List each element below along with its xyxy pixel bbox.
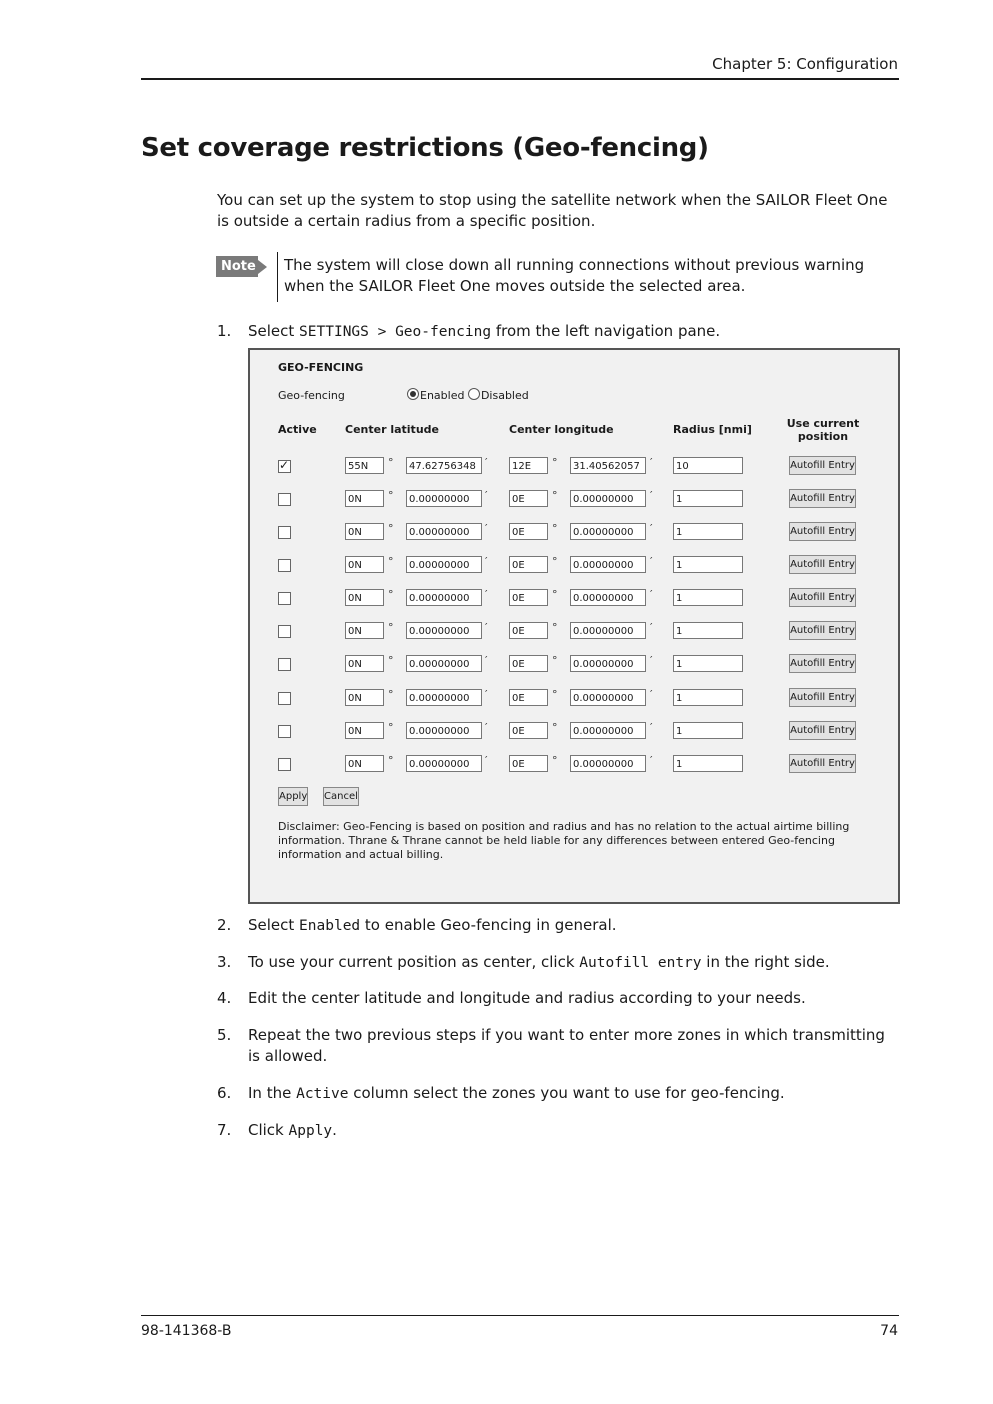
keyword: SETTINGS > Geo-fencing: [299, 324, 492, 340]
longitude-minutes-input[interactable]: 0.00000000: [570, 722, 646, 739]
enabled-radio[interactable]: [407, 388, 419, 400]
geo-fencing-radio-group: [407, 388, 529, 402]
apply-button[interactable]: Apply: [278, 787, 308, 806]
longitude-minutes-input[interactable]: 0.00000000: [570, 523, 646, 540]
longitude-degrees-input[interactable]: 0E: [509, 490, 548, 507]
column-header-radius: Radius [nmi]: [673, 423, 752, 436]
radius-input[interactable]: 1: [673, 523, 743, 540]
autofill-entry-button[interactable]: Autofill Entry: [789, 522, 856, 541]
chapter-header: Chapter 5: Configuration: [712, 55, 898, 73]
longitude-degrees-input[interactable]: 0E: [509, 523, 548, 540]
active-checkbox[interactable]: [278, 493, 291, 506]
longitude-minutes-input[interactable]: 0.00000000: [570, 689, 646, 706]
radius-input[interactable]: 1: [673, 490, 743, 507]
cancel-button[interactable]: Cancel: [323, 787, 359, 806]
minute-symbol: ′: [485, 688, 488, 701]
minute-symbol: ′: [650, 522, 653, 535]
step-number: 3.: [217, 953, 232, 971]
minute-symbol: ′: [650, 588, 653, 601]
active-checkbox[interactable]: [278, 758, 291, 771]
latitude-minutes-input[interactable]: 0.00000000: [406, 655, 482, 672]
active-checkbox[interactable]: [278, 658, 291, 671]
intro-paragraph: You can set up the system to stop using the satellite network when the SAILOR Fleet One is outside a certain radius from a specific position.: [217, 191, 888, 230]
minute-symbol: ′: [650, 489, 653, 502]
geo-fence-row: [0, 689, 993, 709]
minute-symbol: ′: [485, 588, 488, 601]
latitude-degrees-input[interactable]: 0N: [345, 490, 384, 507]
autofill-entry-button[interactable]: Autofill Entry: [789, 654, 856, 673]
autofill-entry-button[interactable]: Autofill Entry: [789, 688, 856, 707]
step-number: 7.: [217, 1121, 232, 1139]
active-checkbox[interactable]: [278, 460, 291, 473]
autofill-entry-button[interactable]: Autofill Entry: [789, 754, 856, 773]
geo-fencing-label: Geo-fencing: [278, 389, 345, 402]
longitude-minutes-input[interactable]: 31.40562057: [570, 457, 646, 474]
minute-symbol: ′: [650, 456, 653, 469]
longitude-degrees-input[interactable]: 0E: [509, 755, 548, 772]
minute-symbol: ′: [650, 721, 653, 734]
degree-symbol: °: [552, 555, 558, 568]
degree-symbol: °: [388, 456, 394, 469]
degree-symbol: °: [388, 489, 394, 502]
minute-symbol: ′: [650, 654, 653, 667]
longitude-minutes-input[interactable]: 0.00000000: [570, 556, 646, 573]
degree-symbol: °: [388, 555, 394, 568]
longitude-degrees-input[interactable]: 0E: [509, 689, 548, 706]
latitude-degrees-input[interactable]: 0N: [345, 655, 384, 672]
panel-title: GEO-FENCING: [278, 361, 364, 374]
degree-symbol: °: [388, 522, 394, 535]
degree-symbol: °: [552, 754, 558, 767]
column-header-center-longitude: Center longitude: [509, 423, 614, 436]
minute-symbol: ′: [650, 754, 653, 767]
note-arrow-icon: [258, 260, 267, 274]
minute-symbol: ′: [485, 555, 488, 568]
minute-symbol: ′: [485, 621, 488, 634]
latitude-degrees-input[interactable]: 55N: [345, 457, 384, 474]
latitude-degrees-input[interactable]: 0N: [345, 755, 384, 772]
longitude-degrees-input[interactable]: 0E: [509, 622, 548, 639]
longitude-minutes-input[interactable]: 0.00000000: [570, 490, 646, 507]
degree-symbol: °: [388, 654, 394, 667]
autofill-entry-button[interactable]: Autofill Entry: [789, 588, 856, 607]
autofill-entry-button[interactable]: Autofill Entry: [789, 555, 856, 574]
radius-input[interactable]: 1: [673, 556, 743, 573]
longitude-degrees-input[interactable]: 0E: [509, 722, 548, 739]
longitude-minutes-input[interactable]: 0.00000000: [570, 655, 646, 672]
step-number: 6.: [217, 1084, 232, 1102]
active-checkbox[interactable]: [278, 692, 291, 705]
latitude-minutes-input[interactable]: 0.00000000: [406, 523, 482, 540]
autofill-entry-button[interactable]: Autofill Entry: [789, 489, 856, 508]
section-title: Set coverage restrictions (Geo-fencing): [141, 133, 709, 163]
active-checkbox[interactable]: [278, 625, 291, 638]
latitude-minutes-input[interactable]: 0.00000000: [406, 722, 482, 739]
latitude-minutes-input[interactable]: 0.00000000: [406, 689, 482, 706]
degree-symbol: °: [552, 588, 558, 601]
column-header-center-latitude: Center latitude: [345, 423, 439, 436]
degree-symbol: °: [388, 621, 394, 634]
minute-symbol: ′: [650, 621, 653, 634]
degree-symbol: °: [552, 721, 558, 734]
geo-fence-row: [0, 523, 993, 543]
keyword: Autofill entry: [579, 955, 702, 971]
latitude-minutes-input[interactable]: 0.00000000: [406, 622, 482, 639]
longitude-minutes-input[interactable]: 0.00000000: [570, 622, 646, 639]
latitude-degrees-input[interactable]: 0N: [345, 523, 384, 540]
latitude-degrees-input[interactable]: 0N: [345, 722, 384, 739]
latitude-minutes-input[interactable]: 0.00000000: [406, 556, 482, 573]
note-text: The system will close down all running connections without previous warning when the SAILOR Fleet One moves outside the selected area.: [284, 256, 865, 295]
minute-symbol: ′: [485, 456, 488, 469]
document-number: 98-141368-B: [141, 1323, 232, 1339]
geo-fence-row: [0, 457, 993, 477]
geo-fence-row: [0, 655, 993, 675]
geo-fence-row: [0, 755, 993, 775]
geo-fence-row: [0, 490, 993, 510]
degree-symbol: °: [388, 721, 394, 734]
radius-input[interactable]: 1: [673, 655, 743, 672]
geo-fence-row: [0, 722, 993, 742]
degree-symbol: °: [552, 456, 558, 469]
radius-input[interactable]: 1: [673, 755, 743, 772]
longitude-degrees-input[interactable]: 0E: [509, 655, 548, 672]
active-checkbox[interactable]: [278, 559, 291, 572]
minute-symbol: ′: [485, 721, 488, 734]
radius-input[interactable]: 1: [673, 722, 743, 739]
longitude-minutes-input[interactable]: 0.00000000: [570, 755, 646, 772]
degree-symbol: °: [388, 754, 394, 767]
radius-input[interactable]: 1: [673, 689, 743, 706]
disabled-radio[interactable]: [468, 388, 480, 400]
degree-symbol: °: [552, 654, 558, 667]
radius-input[interactable]: 1: [673, 622, 743, 639]
autofill-entry-button[interactable]: Autofill Entry: [789, 721, 856, 740]
geo-fence-row: [0, 556, 993, 576]
degree-symbol: °: [552, 489, 558, 502]
minute-symbol: ′: [485, 754, 488, 767]
latitude-degrees-input[interactable]: 0N: [345, 622, 384, 639]
step-number: 5.: [217, 1026, 232, 1044]
column-header-use-current-position: Use current position: [786, 417, 860, 443]
longitude-degrees-input[interactable]: 0E: [509, 556, 548, 573]
degree-symbol: °: [552, 522, 558, 535]
note-divider: [277, 252, 278, 302]
step-number: 2.: [217, 916, 232, 934]
keyword: Active: [296, 1086, 349, 1102]
latitude-minutes-input[interactable]: 47.62756348: [406, 457, 482, 474]
latitude-minutes-input[interactable]: 0.00000000: [406, 755, 482, 772]
minute-symbol: ′: [485, 654, 488, 667]
radius-input[interactable]: 1: [673, 589, 743, 606]
latitude-minutes-input[interactable]: 0.00000000: [406, 589, 482, 606]
degree-symbol: °: [388, 588, 394, 601]
geo-fence-row: [0, 589, 993, 609]
column-header-active: Active: [278, 423, 317, 436]
note-badge: Note: [216, 256, 258, 277]
latitude-degrees-input[interactable]: 0N: [345, 689, 384, 706]
disclaimer-text: Disclaimer: Geo-Fencing is based on position and radius and has no relation to the actual airtime billing information. Thrane & Thrane cannot be held liable for any differences between entered Geo-fencing information and actual billing.: [278, 820, 850, 861]
enabled-label: Enabled: [420, 389, 465, 402]
geo-fence-row: [0, 622, 993, 642]
footer-rule: [141, 1315, 899, 1316]
active-checkbox[interactable]: [278, 725, 291, 738]
minute-symbol: ′: [485, 522, 488, 535]
active-checkbox[interactable]: [278, 592, 291, 605]
degree-symbol: °: [552, 621, 558, 634]
degree-symbol: °: [388, 688, 394, 701]
page-number: 74: [880, 1323, 898, 1339]
keyword: Apply: [288, 1123, 333, 1139]
radius-input[interactable]: 10: [673, 457, 743, 474]
latitude-degrees-input[interactable]: 0N: [345, 589, 384, 606]
step-number: 4.: [217, 989, 232, 1007]
degree-symbol: °: [552, 688, 558, 701]
latitude-degrees-input[interactable]: 0N: [345, 556, 384, 573]
keyword: Enabled: [299, 918, 361, 934]
longitude-degrees-input[interactable]: 12E: [509, 457, 548, 474]
autofill-entry-button[interactable]: Autofill Entry: [789, 456, 856, 475]
minute-symbol: ′: [650, 688, 653, 701]
minute-symbol: ′: [485, 489, 488, 502]
longitude-minutes-input[interactable]: 0.00000000: [570, 589, 646, 606]
autofill-entry-button[interactable]: Autofill Entry: [789, 621, 856, 640]
longitude-degrees-input[interactable]: 0E: [509, 589, 548, 606]
active-checkbox[interactable]: [278, 526, 291, 539]
latitude-minutes-input[interactable]: 0.00000000: [406, 490, 482, 507]
step-number: 1.: [217, 322, 232, 340]
disabled-label: Disabled: [480, 389, 529, 402]
minute-symbol: ′: [650, 555, 653, 568]
header-rule: [141, 78, 899, 80]
